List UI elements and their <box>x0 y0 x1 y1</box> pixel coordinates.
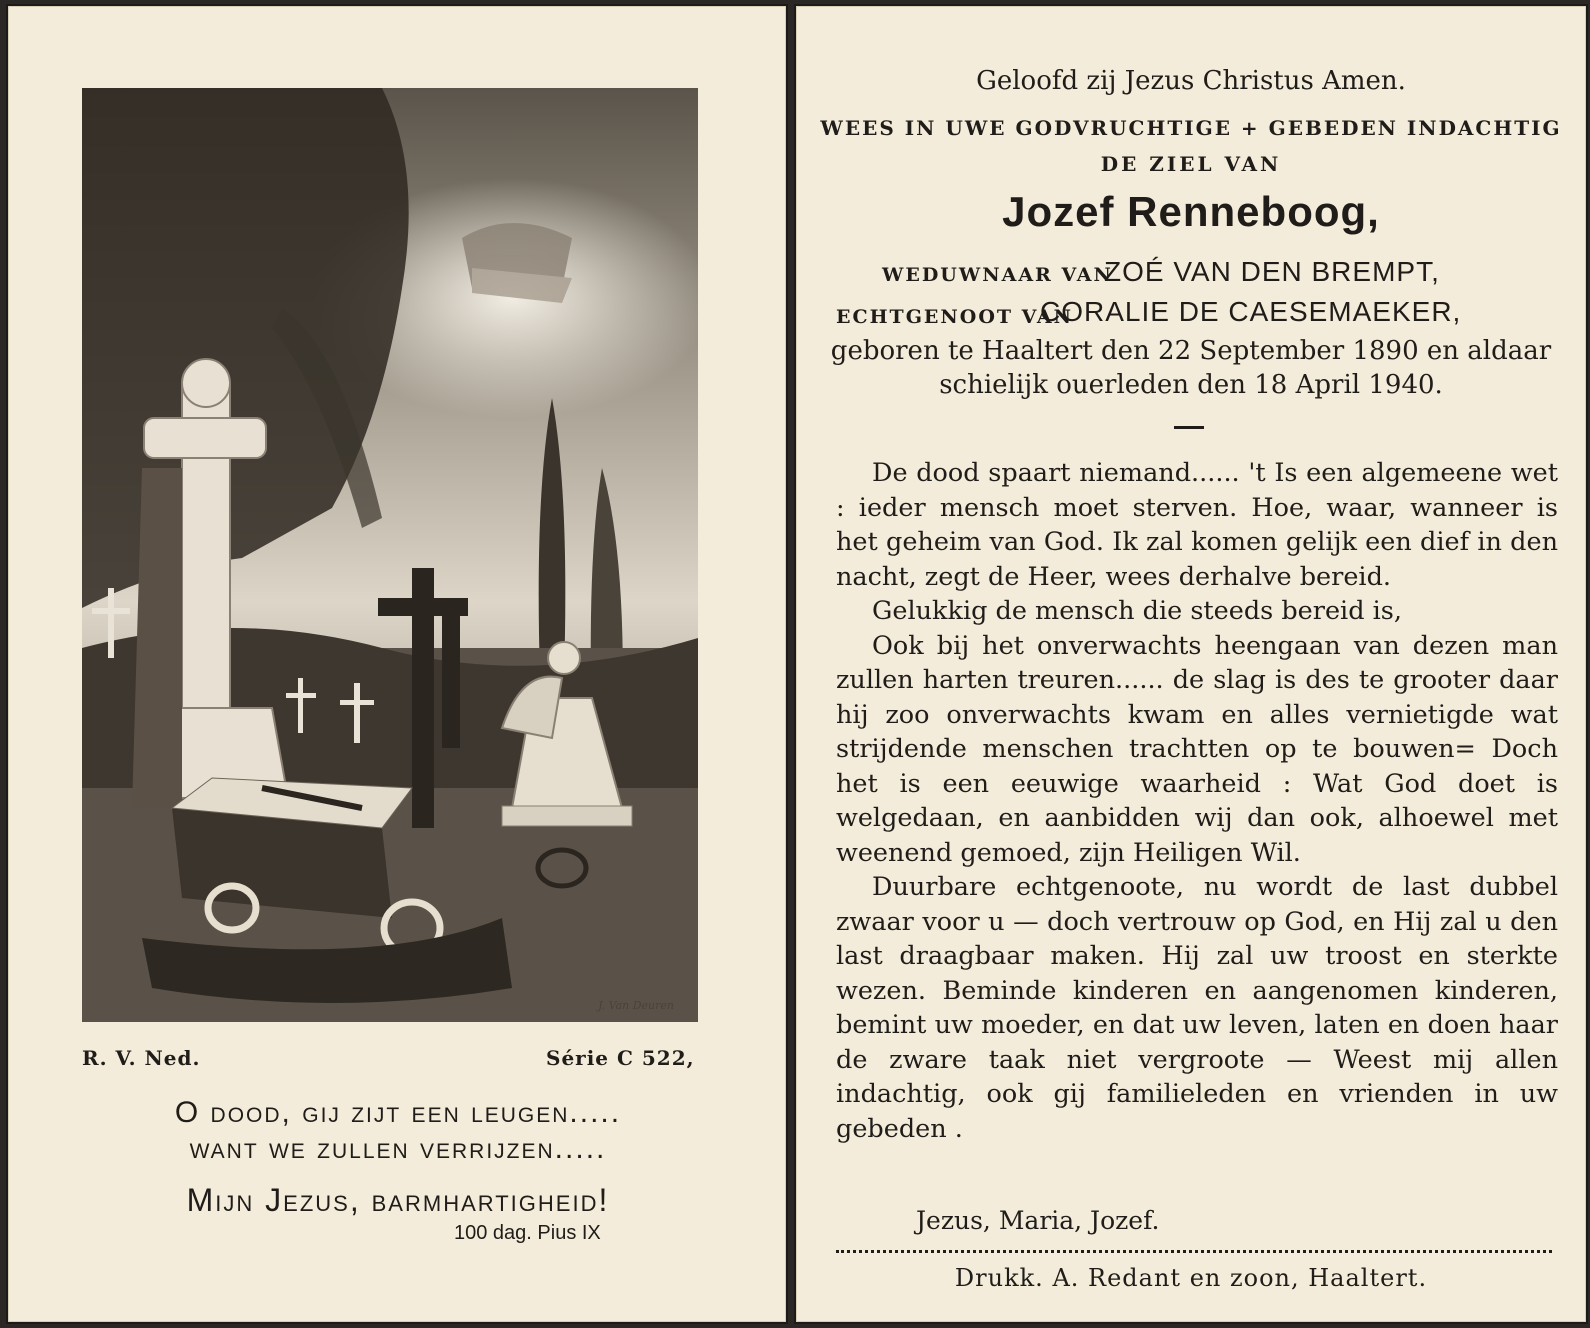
closing-invocation: Jezus, Maria, Jozef. <box>916 1206 1160 1235</box>
section-divider <box>1174 426 1204 429</box>
series-label: Série C 522, <box>546 1046 695 1070</box>
printer-credit: Drukk. A. Redant en zoon, Haaltert. <box>954 1264 1428 1292</box>
spouse-label: ECHTGENOOT VAN <box>836 306 1073 328</box>
greeting-line: Geloofd zij Jezus Christus Amen. <box>976 66 1406 96</box>
memorial-card-front <box>8 6 786 1322</box>
obituary-paragraph-3: Ook bij het onverwachts heengaan van dezen man zullen harten treuren...... de slag is des te grooter daar hij zoo onverwachts kwam en alles vernietigde wat strijdende menschen trachtten op te bouwen= Doch het is een eeuwige waarheid : Wat God doet is welgedaan, en aanbidden wij dan ook, alhoewel met weenend gemoed, zijn Heiligen Wil. <box>836 630 1558 868</box>
publisher-label: R. V. Ned. <box>82 1046 201 1070</box>
dotted-rule <box>836 1250 1552 1253</box>
prayer-line-3: Mijn Jezus, barmhartigheid! <box>186 1182 610 1218</box>
widower-of-name: ZOÉ VAN DEN BREMPT, <box>1104 256 1440 287</box>
indulgence-note: 100 dag. Pius IX <box>454 1222 601 1244</box>
widower-label: WEDUWNAAR VAN <box>882 264 1113 286</box>
birth-line: geboren te Haaltert den 22 September 1890 en aldaar <box>830 336 1552 366</box>
prayer-line-2: want we zullen verrijzen..... <box>189 1132 607 1165</box>
obituary-paragraph-2: Gelukkig de mensch die steeds bereid is, <box>872 596 1402 626</box>
cemetery-illustration <box>82 88 698 1022</box>
obituary-paragraph-4: Duurbare echtgenoote, nu wordt de last dubbel zwaar voor u — doch vertrouw op God, en Hij zal u den last draagbaar maken. Hij zal uw troost en sterkte wezen. Beminde kinderen en aangenomen kinderen, bemint uw moeder, en dat uw leven, laten en doen haar de zware taak niet vergroote — Weest mij allen indachtig, ook gij familieleden en vrienden in uw gebeden . <box>836 872 1558 1144</box>
obituary-paragraph-1: De dood spaart niemand...... 't Is een algemeene wet : ieder mensch moet sterven. Hoe, waar, wanneer is het geheim van God. Ik zal komen gelijk een dief in den nacht, zegt de Heer, wees derhalve bereid. <box>836 458 1558 592</box>
prayer-line-1: O dood, gij zijt een leugen..... <box>174 1096 622 1129</box>
death-line: schielijk ouerleden den 18 April 1940. <box>939 370 1443 400</box>
deceased-name: Jozef Renneboog, <box>1002 188 1380 235</box>
obituary-text <box>836 456 1558 1146</box>
cemetery-scene <box>82 88 698 1022</box>
prayer-request-line: WEES IN UWE GODVRUCHTIGE + GEBEDEN INDACHTIG <box>820 116 1562 140</box>
artist-signature: J. Van Deuren <box>598 999 674 1012</box>
memorial-card-back <box>796 6 1586 1322</box>
spouse-of-name: CORALIE DE CAESEMAEKER, <box>1040 296 1462 327</box>
soul-of-line: DE ZIEL VAN <box>1100 152 1282 176</box>
